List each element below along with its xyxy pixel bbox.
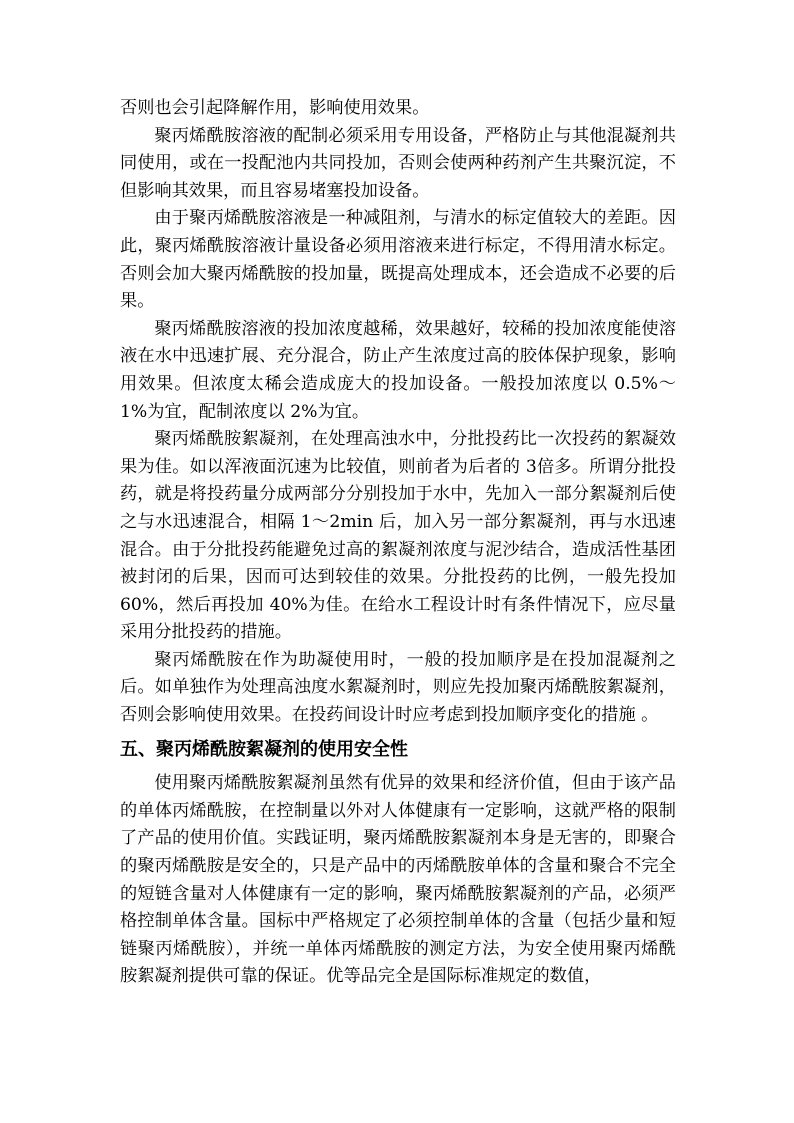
- paragraph-dosing-order: 聚丙烯酰胺在作为助凝使用时，一般的投加顺序是在投加混凝剂之后。如单独作为处理高浊度水絮凝剂时，则应先投加聚丙烯酰胺絮凝剂，否则会影响使用效果。在投药间设计时应考虑到投加顺序变化的措施 。: [120, 649, 676, 726]
- paragraph-equipment: 聚丙烯酰胺溶液的配制必须采用专用设备，严格防止与其他混凝剂共同使用，或在一投配池内共同投加，否则会使两种药剂产生共聚沉淀，不但影响其效果，而且容易堵塞投加设备。: [120, 125, 676, 201]
- paragraph-batch-dosing: 聚丙烯酰胺絮凝剂，在处理高浊水中，分批投药比一次投药的絮凝效果为佳。如以浑液面沉速为比较值，则前者为后者的 3倍多。所谓分批投药，就是将投药量分成两部分分别投加于水中，先加入一部分絮凝剂后使之与水迅速混合，相隔 1～2min 后，加入另一部分絮凝剂，再与水迅速混合。由于分批投药能避免过高的絮凝剂浓度与泥沙结合，造成活性基团被封闭的后果，因而可达到较佳的效果。分批投药的比例，一般先投加 60%，然后再投加 40%为佳。在给水工程设计时有条件情况下，应尽量采用分批投药的措施。: [120, 429, 676, 643]
- paragraph-safety: 使用聚丙烯酰胺絮凝剂虽然有优异的效果和经济价值，但由于该产品的单体丙烯酰胺，在控制量以外对人体健康有一定影响，这就严格的限制了产品的使用价值。实践证明，聚丙烯酰胺絮凝剂本身是无害的，即聚合的聚丙烯酰胺是安全的，只是产品中的丙烯酰胺单体的含量和聚合不完全的短链含量对人体健康有一定的影响，聚丙烯酰胺絮凝剂的产品，必须严格控制单体含量。国标中严格规定了必须控制单体的含量（包括少量和短链聚丙烯酰胺），并统一单体丙烯酰胺的测定方法，为安全使用聚丙烯酰胺絮凝剂提供可靠的保证。优等品完全是国际标准规定的数值，: [120, 773, 676, 987]
- paragraph-concentration: 聚丙烯酰胺溶液的投加浓度越稀，效果越好，较稀的投加浓度能使溶液在水中迅速扩展、充分混合，防止产生浓度过高的胶体保护现象，影响用效果。但浓度太稀会造成庞大的投加设备。一般投加浓度以 0.5%～1%为宜，配制浓度以 2%为宜。: [120, 318, 676, 422]
- section-heading: 五、聚丙烯酰胺絮凝剂的使用安全性: [120, 738, 408, 760]
- document-page: [120, 95, 676, 991]
- paragraph-calibration: 由于聚丙烯酰胺溶液是一种减阻剂，与清水的标定值较大的差距。因此，聚丙烯酰胺溶液计量设备必须用溶液来进行标定，不得用清水标定。否则会加大聚丙烯酰胺的投加量，既提高处理成本，还会造成不必要的后果。: [120, 208, 676, 312]
- paragraph-continuation: 否则也会引起降解作用，影响使用效果。: [120, 98, 430, 118]
